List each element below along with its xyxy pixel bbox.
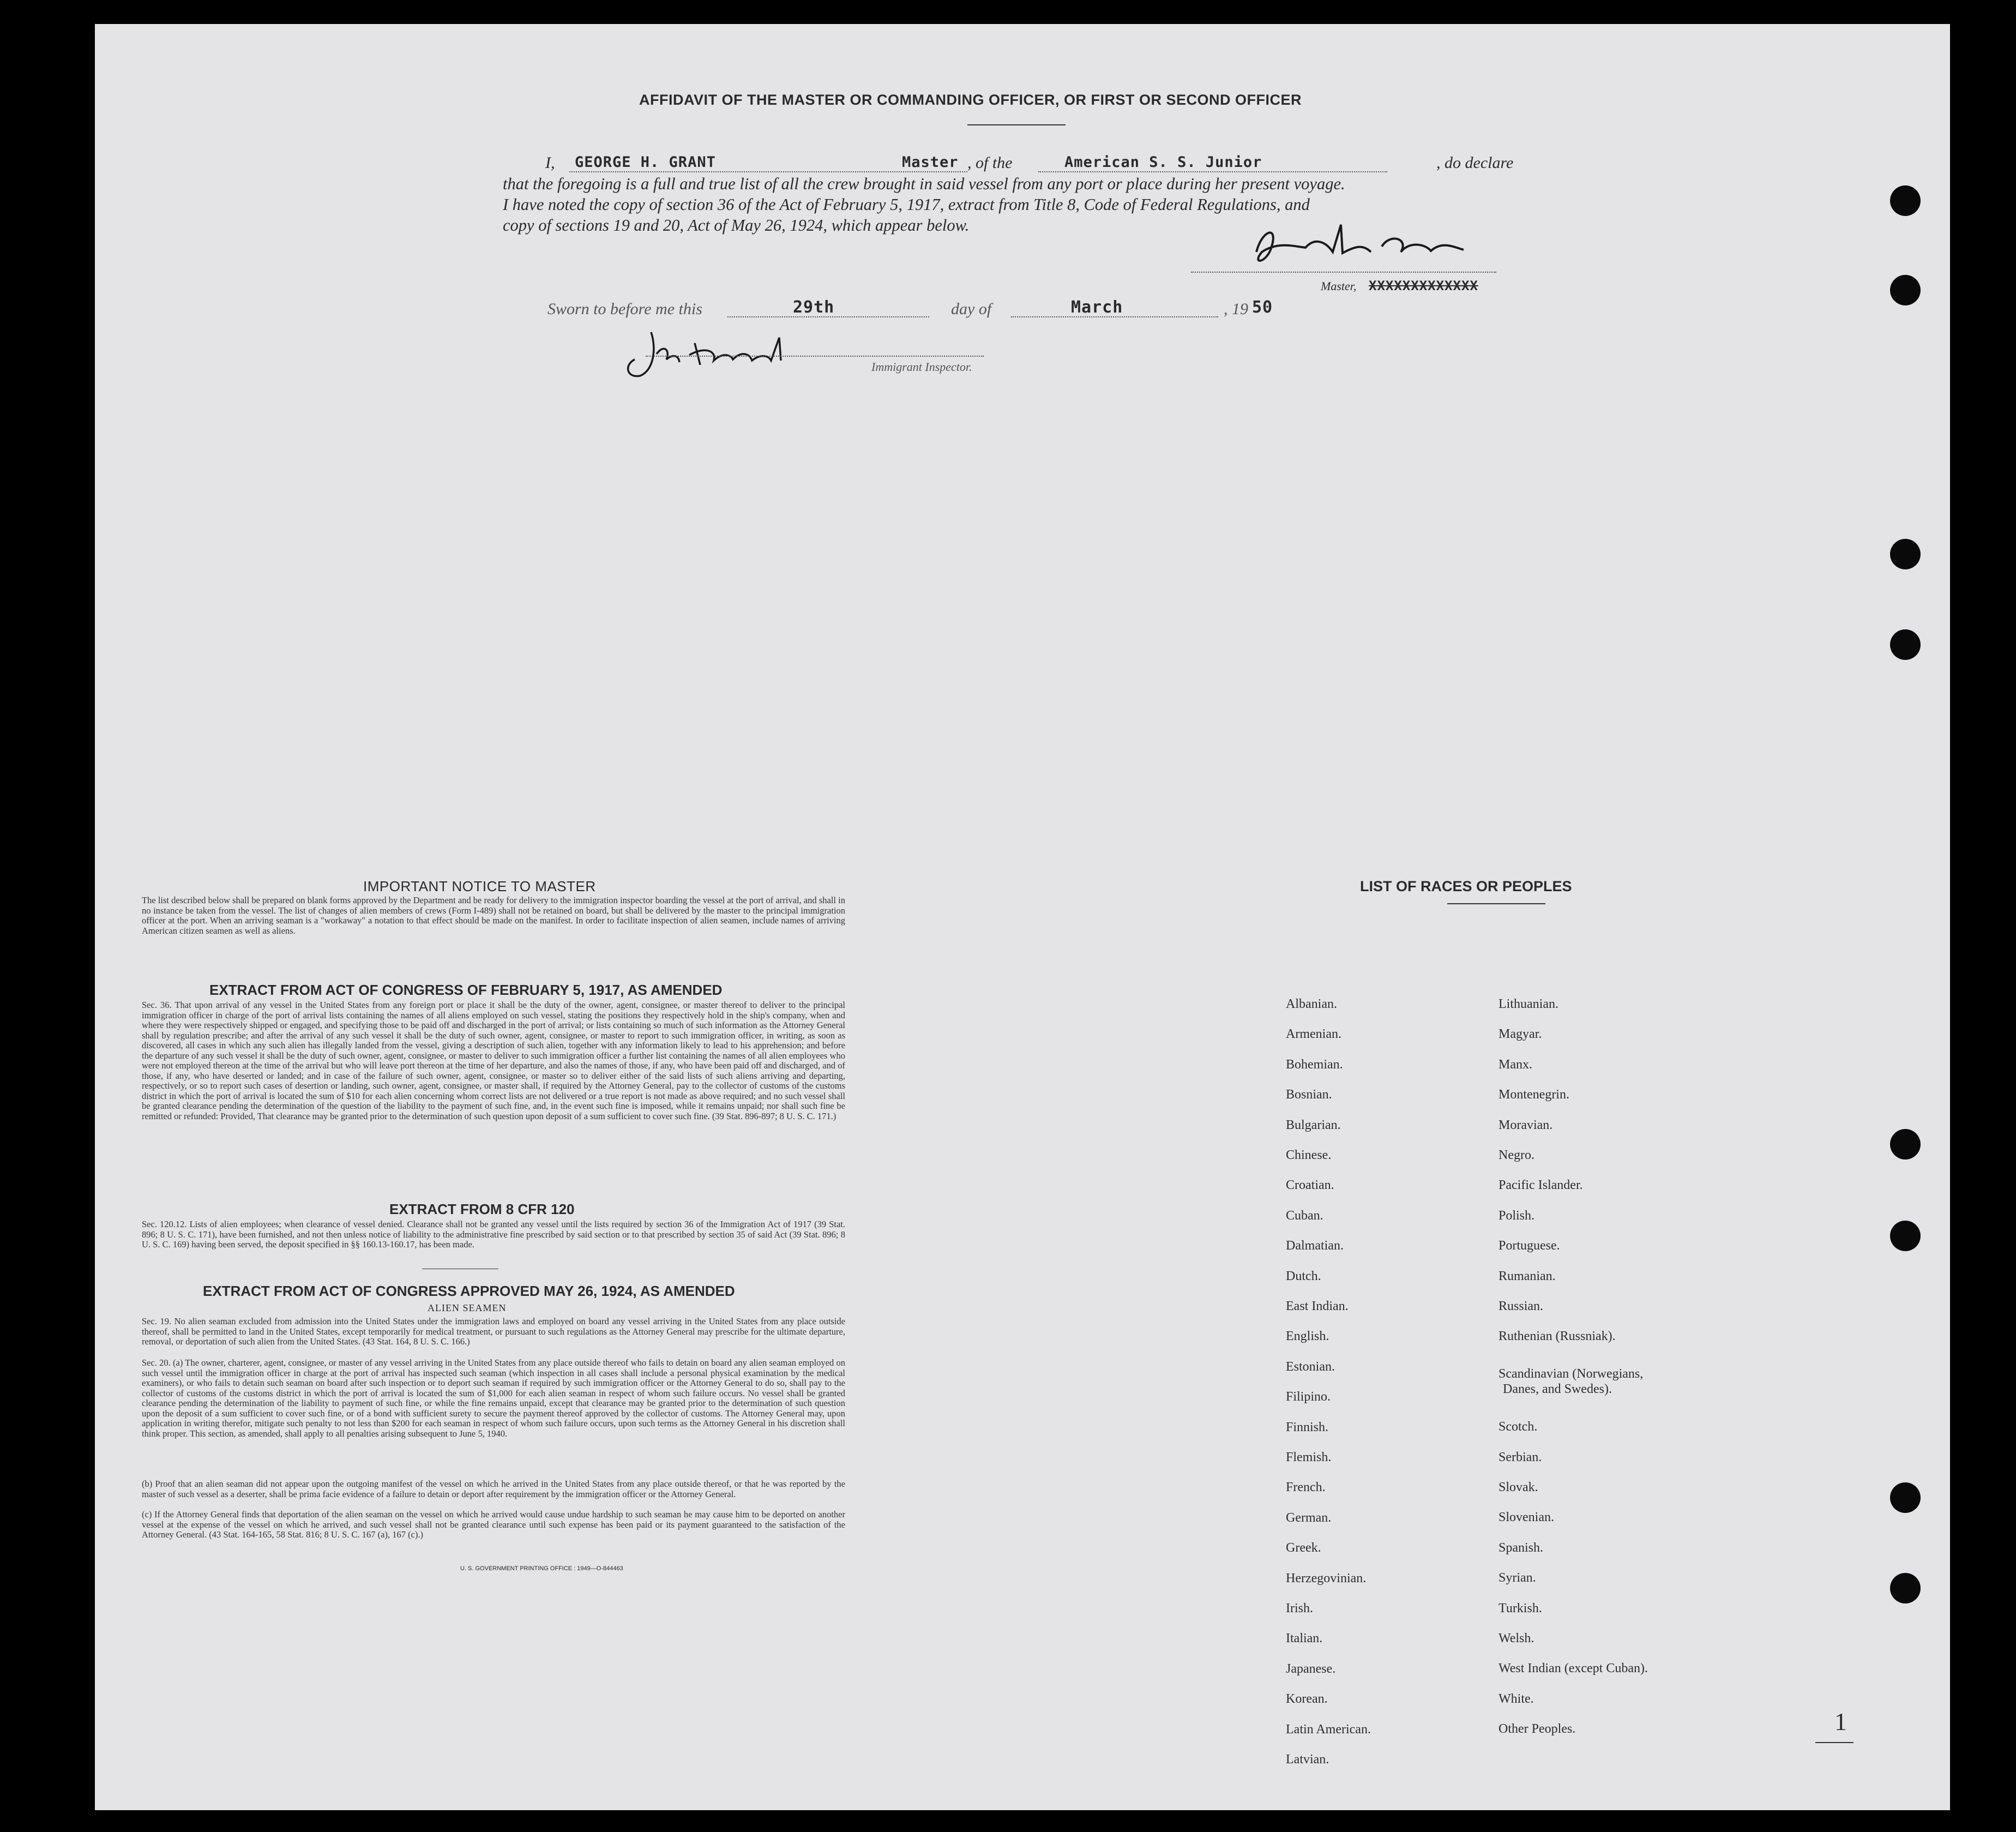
sec-20a-text: Sec. 20. (a) The owner, charterer, agent, consignee, or master of any vessel arriving in the United States from any place outside thereof who fails to detain on board any alien seaman employed on such vessel until the immigration officer in charge at the port of arrival has inspected such seaman (which inspection in all cases shall include a personal physical examination by the medical examiners), or who fails to detain such seaman on board after such inspection or to deport such seaman if required by such immigration officer or the Attorney General to do so, shall pay to the collector of customs of the customs district in which the port of arrival is located the sum of $1,000 for each alien seaman in respect of whom such failure occurs. No vessel shall be granted clearance pending the determination of the liability to payment of such fine, or while the fine remains unpaid, except that clearance may be granted prior to the determination of such question upon the deposit of a sum sufficient to cover such fine, or of a bond with sufficient surety to secure the payment thereof approved by the collector of customs. The Attorney General may, upon application in writing therefor, mitigate such penalty to not less than $200 for each seaman in respect of whom such failure occurs, upon such terms as the Attorney General in his discretion shall think proper. This section, as amended, shall apply to all penalties arising subsequent to June 5, 1940. [142, 1358, 845, 1439]
race-item: Croatian. [1286, 1178, 1334, 1193]
printer-line: U. S. GOVERNMENT PRINTING OFFICE : 1949—O-844463 [460, 1565, 623, 1572]
notice-title: IMPORTANT NOTICE TO MASTER [363, 878, 596, 894]
sworn-month: March [1071, 298, 1123, 317]
race-item: Scandinavian (Norwegians, [1499, 1366, 1644, 1381]
race-item: Bulgarian. [1286, 1118, 1341, 1132]
race-item: Bohemian. [1286, 1057, 1343, 1072]
binder-hole [1890, 539, 1921, 569]
extract-cfr-text: Sec. 120.12. Lists of alien employees; when clearance of vessel denied. Clearance shall not be granted any vessel until the lists required by section 36 of the Immigration Act of 1917 (39 Stat. 896; 8 U. S. C. 171), have been furnished, and not then unless notice of liability to the administrative fine prescribed by said section or to that prescribed by section 35 of said Act (39 Stat. 896; 8 U. S. C. 169) having been served, the deposit specified in §§ 160.13-160.17, has been made. [142, 1219, 845, 1250]
race-item: Welsh. [1499, 1631, 1534, 1645]
race-item: Chinese. [1286, 1148, 1332, 1162]
race-item: Rumanian. [1499, 1269, 1556, 1283]
race-item: Dalmatian. [1286, 1239, 1344, 1253]
race-item: Syrian. [1499, 1571, 1536, 1585]
inspector-label: Immigrant Inspector. [871, 360, 972, 374]
races-underline [1447, 903, 1545, 904]
notice-text: The list described below shall be prepared on blank forms approved by the Department and be ready for delivery to the immigration inspector boarding the vessel at the port of arrival, and shall in no instance be taken from the vessel. The list of changes of alien members of crews (Form I-489) shall not be retained on board, but shall be delivered by the master to the principal immigration officer at the port. When an arriving seaman is a "workaway" a notation to that effect should be made on the manifest. In order to facilitate inspection of alien seamen, include names of arriving American citizen seamen as well as aliens. [142, 895, 845, 936]
sec-19-text: Sec. 19. No alien seaman excluded from admission into the United States under the immigration laws and employed on board any vessel arriving in the United States from any place outside thereof, shall be permitted to land in the United States, except temporarily for medical treatment, or pursuant to such regulations as the Attorney General may prescribe for the ultimate departure, removal, or deportation of such alien from the United States. (43 Stat. 164, 8 U. S. C. 166.) [142, 1316, 845, 1347]
race-item: Lithuanian. [1499, 997, 1558, 1011]
signature-dots [1191, 272, 1496, 273]
extract-1924-title: EXTRACT FROM ACT OF CONGRESS APPROVED MAY 26, 1924, AS AMENDED [203, 1283, 735, 1299]
race-item: Montenegrin. [1499, 1088, 1569, 1102]
race-item: Greek. [1286, 1541, 1321, 1555]
race-item: Herzegovinian. [1286, 1571, 1367, 1585]
day-dots [727, 316, 929, 317]
race-item: Japanese. [1286, 1661, 1336, 1676]
month-dots [1011, 316, 1218, 317]
race-item: Polish. [1499, 1208, 1535, 1223]
race-item: Bosnian. [1286, 1088, 1332, 1102]
race-item: Serbian. [1499, 1450, 1542, 1464]
race-item: Dutch. [1286, 1269, 1321, 1283]
race-item: Latvian. [1286, 1752, 1329, 1767]
day-of-label: day of [951, 300, 992, 318]
affidavit-line-2: that the foregoing is a full and true list of all the crew brought in said vessel from any port or place during her present voyage. [503, 175, 1345, 193]
race-item: Cuban. [1286, 1208, 1323, 1223]
binder-hole [1890, 185, 1921, 216]
race-item: West Indian (except Cuban). [1499, 1661, 1648, 1676]
races-title: LIST OF RACES OR PEOPLES [1360, 878, 1572, 894]
race-item: Flemish. [1286, 1450, 1332, 1464]
struck-title: XXXXXXXXXXXXX [1369, 278, 1478, 293]
sworn-year: 50 [1252, 298, 1273, 317]
extract-1917-title: EXTRACT FROM ACT OF CONGRESS OF FEBRUARY 5, 1917, AS AMENDED [209, 982, 723, 998]
race-item: English. [1286, 1329, 1329, 1344]
race-item: Armenian. [1286, 1027, 1341, 1042]
document-page [95, 24, 1950, 1810]
page-number-underline [1815, 1742, 1853, 1743]
race-item: Other Peoples. [1499, 1722, 1576, 1737]
race-item: White. [1499, 1691, 1534, 1706]
race-item: Portuguese. [1499, 1239, 1560, 1253]
name-dots [569, 171, 967, 172]
crew-master-name: GEORGE H. GRANT [575, 154, 716, 171]
title-underline [967, 124, 1066, 125]
page-number: 1 [1834, 1708, 1847, 1735]
of-the-label: , of the [967, 154, 1013, 172]
race-item: Scotch. [1499, 1420, 1538, 1434]
sec-20c-text: (c) If the Attorney General finds that deportation of the alien seaman on the vessel on which he arrived would cause undue hardship to such seaman he may cause him to be deported on another vessel at the expense of the vessel on which he arrived, and such vessel shall not be granted clearance until such expense has been paid or its payment guaranteed to the satisfaction of the Attorney General. (43 Stat. 164-165, 58 Stat. 816; 8 U. S. C. 167 (a), 167 (c).) [142, 1509, 845, 1540]
race-item: Spanish. [1499, 1540, 1544, 1555]
race-item: Filipino. [1286, 1390, 1331, 1404]
race-item: Magyar. [1499, 1027, 1542, 1042]
race-item: Russian. [1499, 1299, 1544, 1313]
affidavit-i: I, [545, 154, 555, 172]
binder-hole [1890, 275, 1921, 305]
sworn-label: Sworn to before me this [547, 300, 702, 318]
race-item: Pacific Islander. [1499, 1178, 1583, 1193]
inspector-dots [646, 356, 984, 357]
binder-hole [1890, 1129, 1921, 1160]
inspector-signature [618, 321, 815, 387]
race-item: Moravian. [1499, 1118, 1553, 1132]
race-item: Danes, and Swedes). [1503, 1381, 1612, 1396]
race-item: Slovenian. [1499, 1510, 1554, 1525]
year-prefix: , 19 [1224, 300, 1248, 318]
race-item: Manx. [1499, 1057, 1532, 1072]
race-item: Finnish. [1286, 1420, 1329, 1434]
race-item: Irish. [1286, 1601, 1313, 1615]
officer-rank: Master [902, 154, 959, 171]
master-signature [1245, 214, 1485, 274]
race-item: Albanian. [1286, 997, 1337, 1011]
binder-hole [1890, 629, 1921, 660]
vessel-dots [1038, 171, 1387, 172]
sworn-day: 29th [793, 298, 835, 317]
race-item: German. [1286, 1510, 1332, 1525]
master-label: Master, [1321, 279, 1357, 293]
race-item: Turkish. [1499, 1601, 1542, 1615]
race-item: Ruthenian (Russniak). [1499, 1329, 1616, 1344]
extract-cfr-title: EXTRACT FROM 8 CFR 120 [389, 1201, 575, 1217]
affidavit-line-3: I have noted the copy of section 36 of the Act of February 5, 1917, extract from Title 8, Code of Federal Regulations, and [503, 195, 1310, 214]
alien-seamen-subtitle: ALIEN SEAMEN [428, 1302, 507, 1313]
race-item: East Indian. [1286, 1299, 1349, 1313]
vessel-name: American S. S. Junior [1064, 154, 1262, 171]
race-item: Estonian. [1286, 1359, 1335, 1374]
race-item: Latin American. [1286, 1722, 1371, 1737]
affidavit-title: AFFIDAVIT OF THE MASTER OR COMMANDING OFFICER, OR FIRST OR SECOND OFFICER [639, 92, 1302, 108]
binder-hole [1890, 1482, 1921, 1513]
sec-20b-text: (b) Proof that an alien seaman did not appear upon the outgoing manifest of the vessel on which he arrived in the United States from any place outside thereof, or that he was reported by the master of such vessel as a deserter, shall be prima facie evidence of a failure to detain or deport after requirement by the immigration officer or the Attorney General. [142, 1479, 845, 1499]
extract-1917-text: Sec. 36. That upon arrival of any vessel in the United States from any foreign port or place it shall be the duty of the owner, agent, consignee, or master thereof to deliver to the principal immigration officer in charge of the port of arrival lists containing the names of all aliens employed on such vessel, stating the positions they respectively hold in the ship's company, when and where they were respectively shipped or engaged, and specifying those to be paid off and discharged in the port of arrival; or lists containing so much of such information as the Attorney General shall by regulation prescribe; and after the arrival of any such vessel it shall be the duty of such owner, agent, consignee, or master to report to such immigration officer, in writing, as soon as discovered, all cases in which any such alien has illegally landed from the vessel, giving a description of such alien, together with any information likely to lead to his apprehension; and before the departure of any such vessel it shall be the duty of such owner, agent, consignee, or master to deliver to such immigration officer a further list containing the names of all alien employees who were not employed thereon at the time of the arrival but who will leave port thereon at the time of her departure, and also the names of those, if any, who have been paid off and discharged, and of those, if any, who have deserted or landed; and in case of the failure of such owner, agent, consignee, or master so to deliver either of the said lists of such aliens arriving and departing, respectively, or so to report such cases of desertion or landing, such owner, agent, consignee, or master shall, if required by the Attorney General, pay to the collector of customs of the customs district in which the port of arrival is located the sum of $10 for each alien concerning whom correct lists are not delivered or a true report is not made as above required; and no such vessel shall be granted clearance pending the determination of the question of the liability to the payment of such fine, and, in the event such fine is imposed, while it remains unpaid; nor shall such fine be remitted or refunded: Provided, That clearance may be granted prior to the determination of such question upon deposit of a sum sufficient to cover such fine. (39 Stat. 896-897; 8 U. S. C. 171.) [142, 1000, 845, 1121]
race-item: French. [1286, 1480, 1326, 1495]
race-item: Korean. [1286, 1692, 1328, 1707]
race-item: Italian. [1286, 1631, 1323, 1646]
affidavit-line-4: copy of sections 19 and 20, Act of May 26, 1924, which appear below. [503, 216, 970, 235]
race-item: Negro. [1499, 1148, 1534, 1162]
binder-hole [1890, 1573, 1921, 1603]
do-declare-label: , do declare [1436, 154, 1514, 172]
race-item: Slovak. [1499, 1480, 1538, 1494]
binder-hole [1890, 1221, 1921, 1251]
